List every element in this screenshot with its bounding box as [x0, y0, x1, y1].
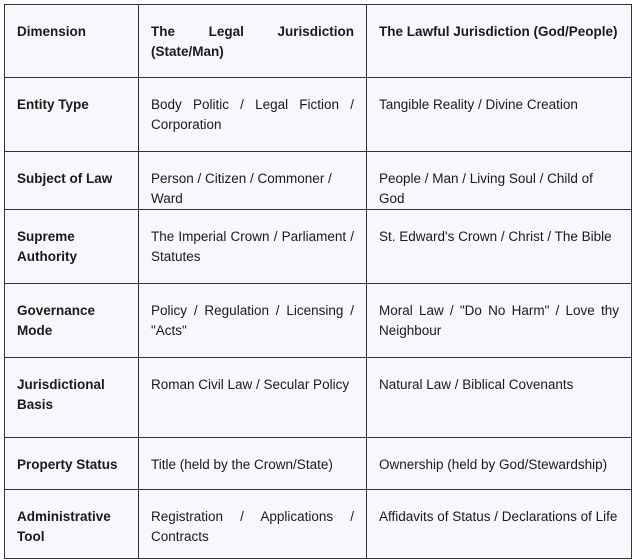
lawful-cell: People / Man / Living Soul / Child of God: [367, 152, 632, 210]
legal-cell: Roman Civil Law / Secular Policy: [139, 358, 367, 438]
dimension-cell: Jurisdictional Basis: [5, 358, 139, 438]
legal-cell: Body Politic / Legal Fiction / Corporation: [139, 78, 367, 152]
table-row: [5, 78, 632, 152]
jurisdiction-comparison-table: [4, 4, 632, 559]
header-legal-jurisdiction: The Legal Jurisdiction (State/Man): [139, 5, 367, 78]
lawful-cell: Ownership (held by God/Stewardship): [367, 438, 632, 490]
table-row: [5, 358, 632, 438]
dimension-cell: Administrative Tool: [5, 490, 139, 559]
dimension-cell: Supreme Authority: [5, 210, 139, 284]
table-row: [5, 438, 632, 490]
table-row: [5, 152, 632, 210]
lawful-cell: St. Edward's Crown / Christ / The Bible: [367, 210, 632, 284]
legal-cell: Person / Citizen / Commoner / Ward: [139, 152, 367, 210]
comparison-table-container: [4, 4, 632, 559]
lawful-cell: Tangible Reality / Divine Creation: [367, 78, 632, 152]
legal-cell: Registration / Applications / Contracts: [139, 490, 367, 559]
table-row: [5, 210, 632, 284]
legal-cell: The Imperial Crown / Parliament / Statutes: [139, 210, 367, 284]
table-header-row: [5, 5, 632, 78]
table-row: [5, 490, 632, 559]
dimension-cell: Property Status: [5, 438, 139, 490]
lawful-cell: Natural Law / Biblical Covenants: [367, 358, 632, 438]
dimension-cell: Subject of Law: [5, 152, 139, 210]
dimension-cell: Governance Mode: [5, 284, 139, 358]
lawful-cell: Affidavits of Status / Declarations of Life: [367, 490, 632, 559]
legal-cell: Policy / Regulation / Licensing / "Acts": [139, 284, 367, 358]
table-row: [5, 284, 632, 358]
header-dimension: Dimension: [5, 5, 139, 78]
dimension-cell: Entity Type: [5, 78, 139, 152]
lawful-cell: Moral Law / "Do No Harm" / Love thy Neighbour: [367, 284, 632, 358]
header-lawful-jurisdiction: The Lawful Jurisdiction (God/People): [367, 5, 632, 78]
legal-cell: Title (held by the Crown/State): [139, 438, 367, 490]
